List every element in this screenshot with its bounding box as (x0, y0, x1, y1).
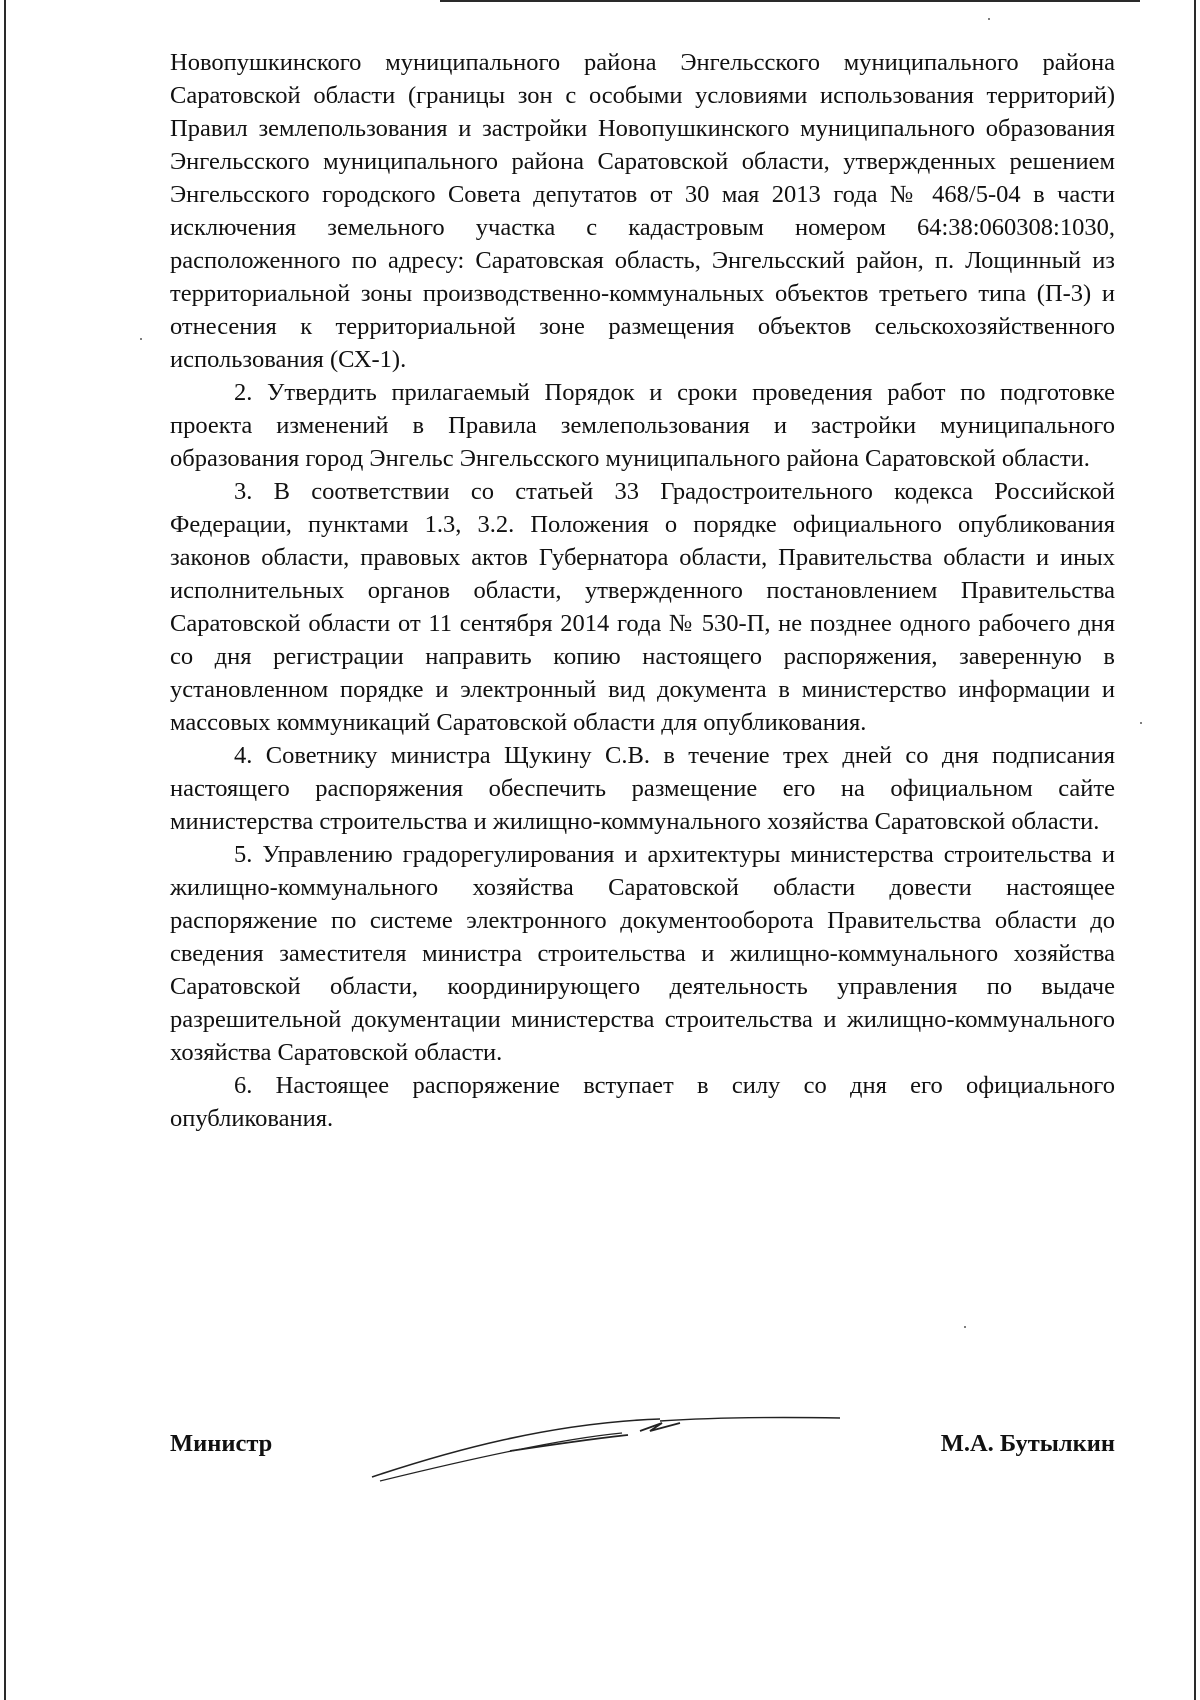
signatory-position: Министр (170, 1430, 273, 1457)
scan-border-right (1194, 0, 1196, 1700)
scan-border-left (4, 0, 6, 1700)
scan-speck (140, 338, 142, 340)
paragraph-5: 5. Управлению градорегулирования и архитектуры министерства строительства и жилищно-коммунального хозяйства Саратовской области довести настоящее распоряжение по системе электронного документооборота Правительства области до сведения заместителя министра строительства и жилищно-коммунального хозяйства Саратовской области, координирующего деятельность управления по выдаче разрешительной документации министерства строительства и жилищно-коммунального хозяйства Саратовской области. (170, 841, 1115, 1066)
paragraph-1: Новопушкинского муниципального района Энгельсского муниципального района Саратовской области (границы зон с особыми условиями использования территорий) Правил землепользования и застройки Новопушкинского муниципального образования Энгельсского муниципального района Саратовской области, утвержденных решением Энгельсского городского Совета депутатов от 30 мая 2013 года № 468/5-04 в части исключения земельного участка с кадастровым номером 64:38:060308:1030, расположенного по адресу: Саратовская область, Энгельсский район, п. Лощинный из территориальной зоны производственно-коммунальных объектов третьего типа (П-3) и отнесения к территориальной зоне размещения объектов сельскохозяйственного использования (СХ-1). (170, 49, 1115, 373)
scan-speck (988, 18, 990, 20)
document-body (170, 46, 1115, 1135)
paragraph-6: 6. Настоящее распоряжение вступает в силу со дня его официального опубликования. (170, 1072, 1115, 1132)
paragraph-3: 3. В соответствии со статьей 33 Градостроительного кодекса Российской Федерации, пунктами 1.3, 3.2. Положения о порядке официального опубликования законов области, правовых актов Губернатора области, Правительства области и иных исполнительных органов области, утвержденного постановлением Правительства Саратовской области от 11 сентября 2014 года № 530-П, не позднее одного рабочего дня со дня регистрации направить копию настоящего распоряжения, заверенную в установленном порядке и электронный вид документа в министерство информации и массовых коммуникаций Саратовской области для опубликования. (170, 478, 1115, 736)
paragraph-4: 4. Советнику министра Щукину С.В. в течение трех дней со дня подписания настоящего распоряжения обеспечить размещение его на официальном сайте министерства строительства и жилищно-коммунального хозяйства Саратовской области. (170, 742, 1115, 835)
signatory-name: М.А. Бутылкин (940, 1430, 1115, 1457)
paragraph-2: 2. Утвердить прилагаемый Порядок и сроки проведения работ по подготовке проекта изменений в Правила землепользования и застройки муниципального образования город Энгельс Энгельсского муниципального района Саратовской области. (170, 379, 1115, 472)
scan-border-top (440, 0, 1140, 2)
signature-block (170, 1430, 1115, 1470)
scan-speck (964, 1326, 966, 1328)
scan-speck (1140, 722, 1142, 724)
